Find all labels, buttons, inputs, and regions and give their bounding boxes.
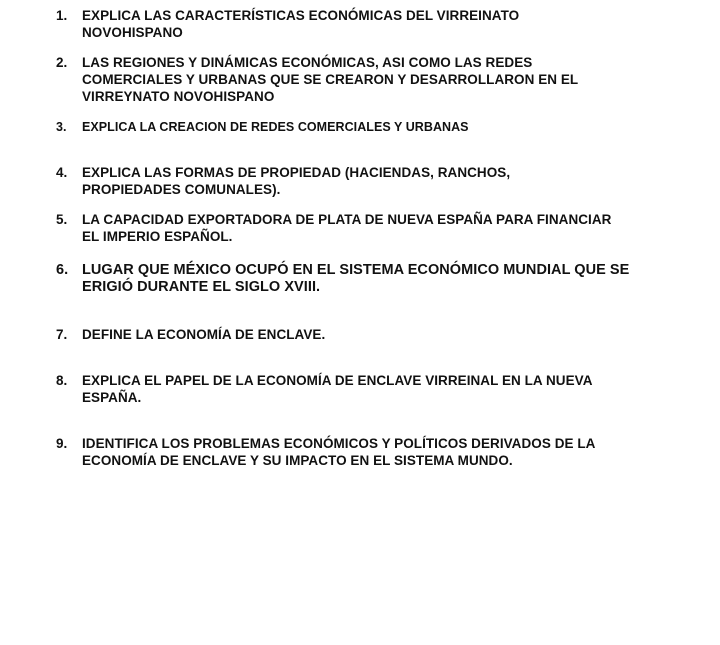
question-text: EXPLICA LAS FORMAS DE PROPIEDAD (HACIENDAS, RANCHOS, PROPIEDADES COMUNALES). [82, 165, 511, 197]
question-item-8 [56, 372, 616, 406]
question-text: EXPLICA EL PAPEL DE LA ECONOMÍA DE ENCLAVE VIRREINAL EN LA NUEVA ESPAÑA. [82, 373, 593, 405]
question-text: IDENTIFICA LOS PROBLEMAS ECONÓMICOS Y POLÍTICOS DERIVADOS DE LA ECONOMÍA DE ENCLAVE Y SU IMPACTO EN EL SISTEMA MUNDO. [82, 436, 595, 468]
question-item-1 [56, 7, 576, 41]
question-number: 2. [56, 55, 68, 70]
question-text: EXPLICA LAS CARACTERÍSTICAS ECONÓMICAS DEL VIRREINATO NOVOHISPANO [82, 8, 520, 40]
question-text: DEFINE LA ECONOMÍA DE ENCLAVE. [82, 327, 326, 342]
question-text: LUGAR QUE MÉXICO OCUPÓ EN EL SISTEMA ECONÓMICO MUNDIAL QUE SE ERIGIÓ DURANTE EL SIGLO XVIII. [82, 262, 630, 295]
question-number: 8. [56, 373, 68, 388]
question-item-3 [56, 119, 696, 135]
question-number: 6. [56, 262, 69, 278]
question-item-6 [56, 262, 656, 296]
question-text: LA CAPACIDAD EXPORTADORA DE PLATA DE NUEVA ESPAÑA PARA FINANCIAR EL IMPERIO ESPAÑOL. [82, 212, 612, 244]
question-number: 5. [56, 212, 68, 227]
question-number: 3. [56, 120, 67, 134]
question-number: 7. [56, 327, 68, 342]
question-number: 9. [56, 436, 68, 451]
question-number: 4. [56, 165, 68, 180]
question-text: EXPLICA LA CREACION DE REDES COMERCIALES Y URBANAS [82, 120, 469, 134]
question-item-9 [56, 435, 656, 469]
question-item-2 [56, 54, 636, 105]
question-item-7 [56, 326, 696, 343]
question-number: 1. [56, 8, 68, 23]
question-item-5 [56, 211, 616, 245]
question-text: LAS REGIONES Y DINÁMICAS ECONÓMICAS, ASI COMO LAS REDES COMERCIALES Y URBANAS QUE SE CREARON Y DESARROLLARON EN EL VIRREYNATO NOVOHISPANO [82, 55, 578, 104]
question-item-4 [56, 164, 576, 198]
